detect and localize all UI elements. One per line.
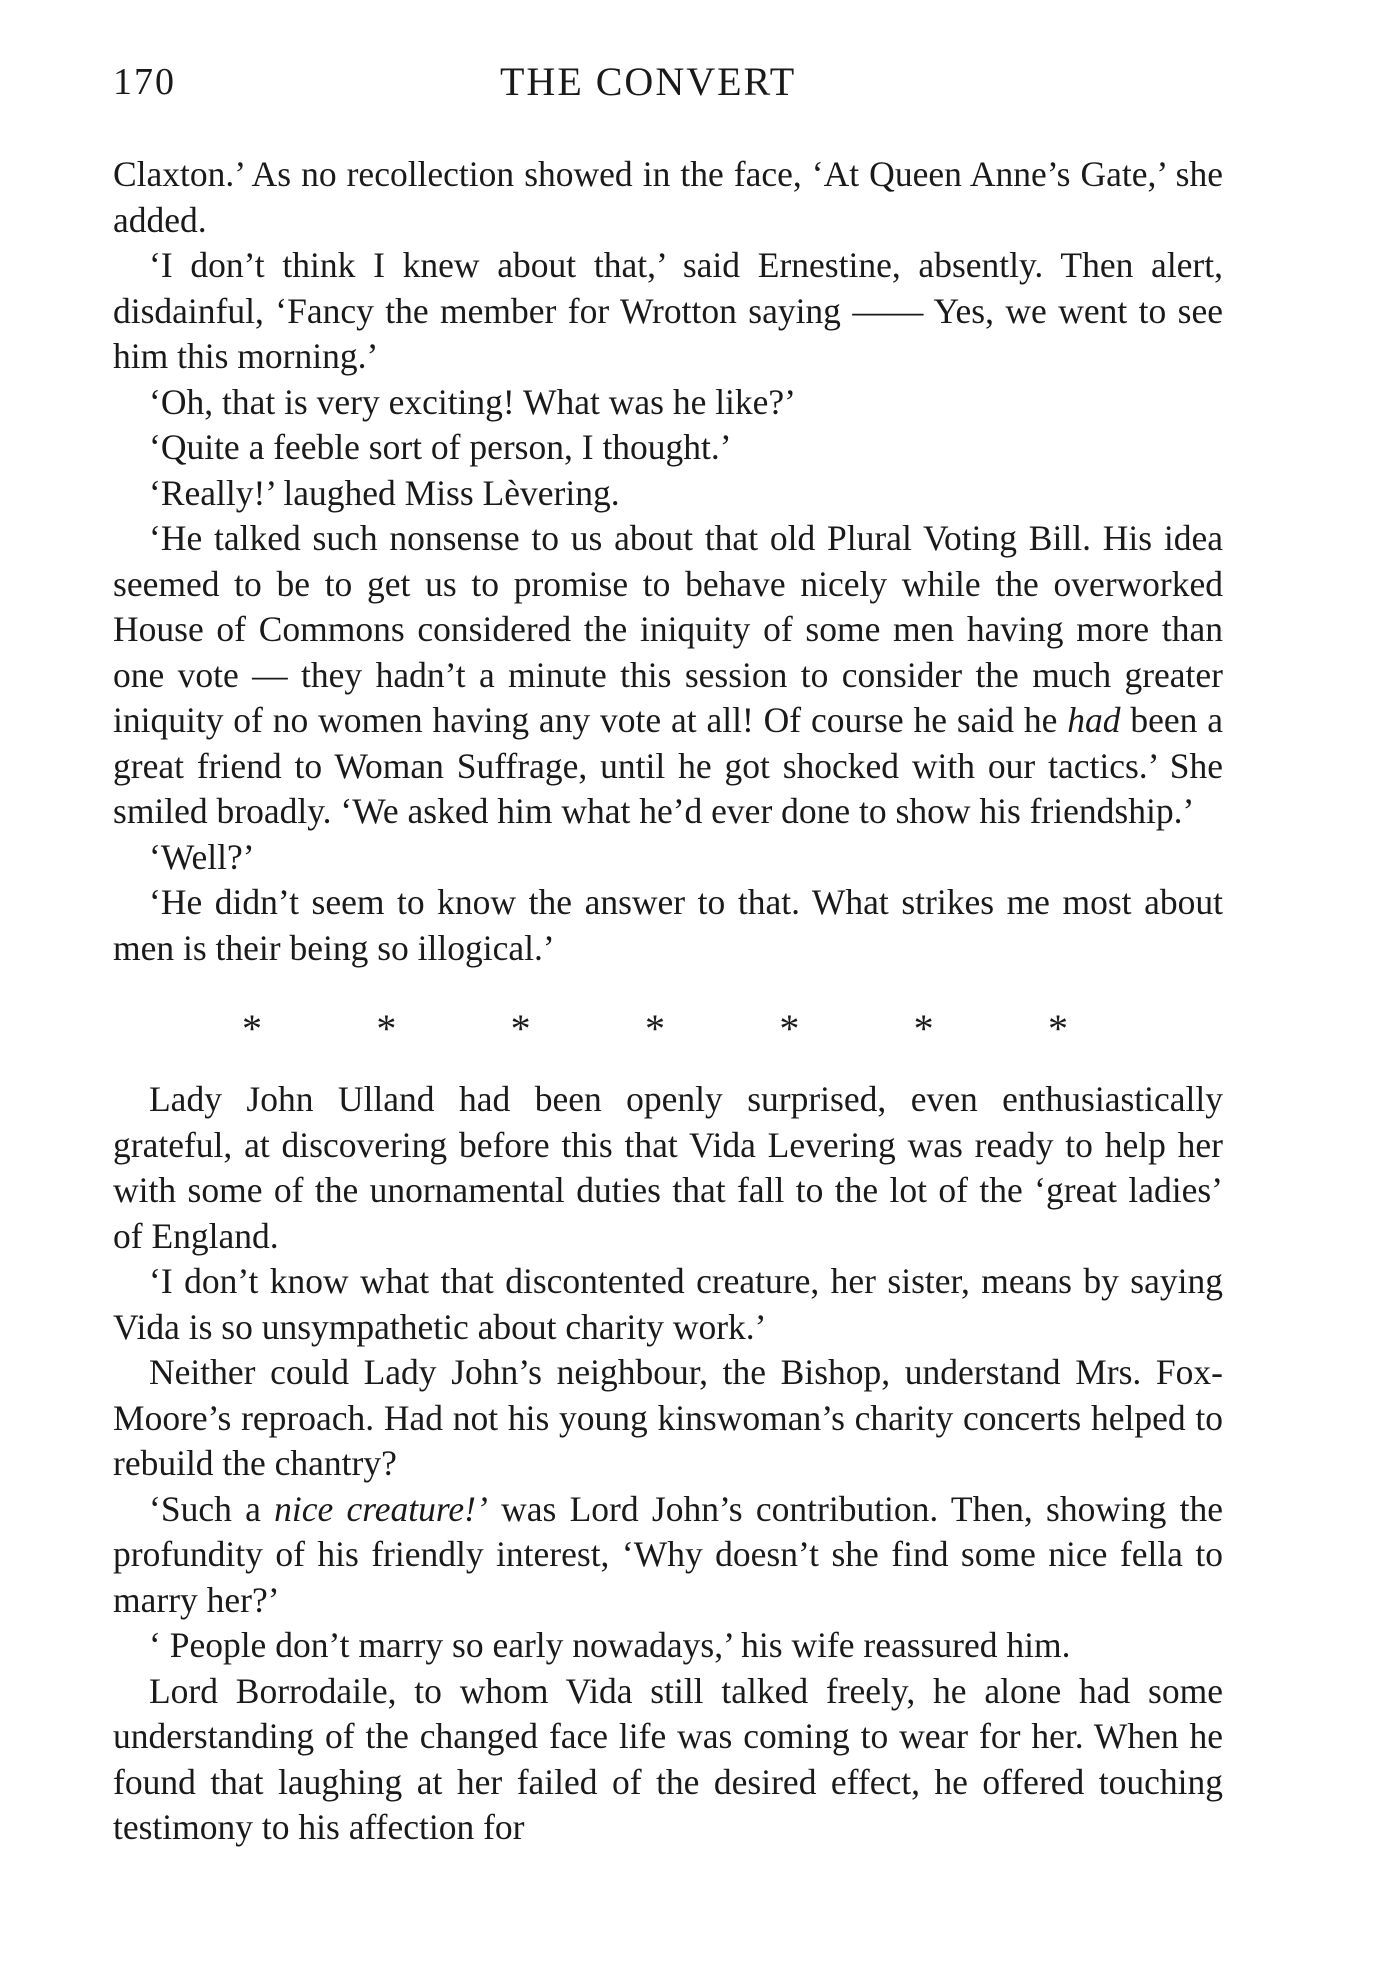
paragraph bbox=[113, 1487, 1223, 1624]
paragraph: ‘Really!’ laughed Miss Lèvering. bbox=[149, 472, 620, 513]
asterisk: * bbox=[644, 1006, 665, 1051]
asterisk: * bbox=[779, 1006, 800, 1051]
paragraph: Claxton.’ As no recollection showed in the face, ‘At Queen Anne’s Gate,’ she added. bbox=[113, 154, 1223, 240]
text-run: was Lord John’s contribution. Then, showing the profundity of his friendly interest, ‘Why doesn’t she find some nice fella to marry her?’ bbox=[113, 1488, 1223, 1620]
italic-text: nice creature!’ bbox=[274, 1488, 488, 1529]
paragraph: ‘Well?’ bbox=[149, 836, 255, 877]
paragraph: Neither could Lady John’s neighbour, the Bishop, understand Mrs. Fox-Moore’s reproach. Had not his young kinswoman’s charity concerts helped to rebuild the chantry? bbox=[113, 1352, 1223, 1483]
body-text bbox=[113, 152, 1223, 1851]
paragraph: ‘He didn’t seem to know the answer to that. What strikes me most about men is their being so illogical.’ bbox=[113, 882, 1223, 968]
paragraph: ‘Quite a feeble sort of person, I thought.’ bbox=[149, 427, 732, 467]
text-run: ‘Such a bbox=[149, 1488, 275, 1529]
paragraph: Lord Borrodaile, to whom Vida still talked freely, he alone had some understanding of the changed face life was coming to wear for her. When he found that laughing at her failed of the desired effect, he offered touching testimony to his affection for bbox=[113, 1670, 1223, 1847]
italic-text: had bbox=[1067, 700, 1121, 740]
asterisk: * bbox=[510, 1006, 531, 1051]
asterisk: * bbox=[913, 1006, 934, 1051]
running-title: THE CONVERT bbox=[500, 59, 797, 104]
paragraph bbox=[113, 516, 1223, 835]
paragraph: ‘ People don’t marry so early nowadays,’ his wife reassured him. bbox=[149, 1625, 1071, 1665]
text-run: ‘He talked such nonsense to us about that old Plural Voting Bill. His idea seemed to be to get us to promise to behave nicely while the overworked House of Commons considered the iniquity of some men having more than one vote — they hadn’t a minute this session to consider the much greater iniquity of no women having any vote at all! Of course he said he bbox=[113, 518, 1223, 740]
paragraph: ‘I don’t know what that discontented creature, her sister, means by saying Vida is so unsympathetic about charity work.’ bbox=[113, 1261, 1223, 1347]
section-break bbox=[237, 1006, 1073, 1051]
paragraph: ‘I don’t think I knew about that,’ said Ernestine, absently. Then alert, disdainful, ‘Fancy the member for Wrotton saying —— Yes, we went to see him this morning.’ bbox=[113, 245, 1223, 376]
asterisk: * bbox=[242, 1006, 262, 1051]
asterisk: * bbox=[376, 1006, 397, 1051]
paragraph: Lady John Ulland had been openly surprised, even enthusiastically grateful, at discovering before this that Vida Levering was ready to help her with some of the unornamental duties that fall to the lot of the ‘great ladies’ of England. bbox=[113, 1079, 1223, 1256]
text-run: been a great friend to Woman Suffrage, until he got shocked with our tactics.’ She smiled broadly. ‘We asked him what he’d ever done to show his friendship.’ bbox=[113, 700, 1223, 831]
asterisk: * bbox=[1047, 1006, 1068, 1051]
page-number: 170 bbox=[113, 61, 176, 103]
paragraph: ‘Oh, that is very exciting! What was he like?’ bbox=[149, 381, 797, 422]
